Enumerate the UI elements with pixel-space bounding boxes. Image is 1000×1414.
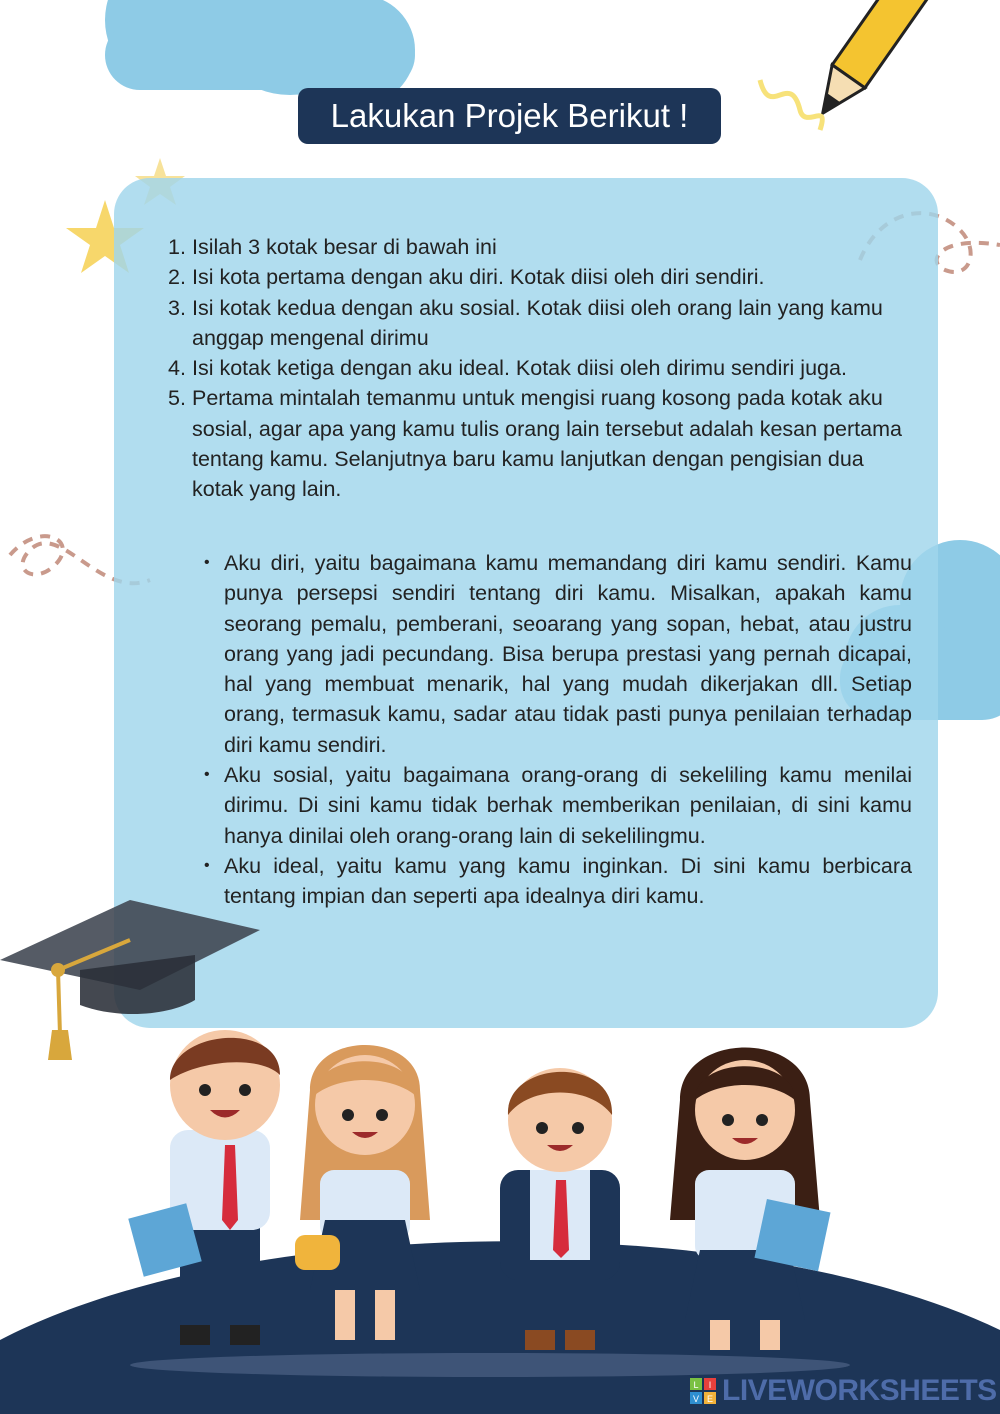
bullet-dot: • xyxy=(204,766,210,784)
list-item xyxy=(168,262,920,292)
badge-letter: L xyxy=(693,1380,699,1390)
student-boy-middle-right xyxy=(500,1068,620,1350)
list-item xyxy=(200,851,912,912)
bullet-text: Aku sosial, yaitu bagaimana orang-orang di sekeliling kamu menilai dirimu. Di sini kamu tidak berhak memberikan penilaian, di sini kamu hanya dinilai oleh orang-orang lain di sekelilingmu. xyxy=(224,763,912,848)
bullet-dot: • xyxy=(204,856,210,874)
list-item xyxy=(168,353,920,383)
bullet-dot: • xyxy=(204,554,210,571)
badge-letter: V xyxy=(692,1394,700,1404)
step-text: Pertama mintalah temanmu untuk mengisi ruang kosong pada kotak aku sosial, agar apa yang kamu tulis orang lain tersebut adalah kesan pertama tentang kamu. Selanjutnya baru kamu lanjutkan dengan pengisian dua kotak yang lain. xyxy=(192,386,902,502)
bullet-text: Aku diri, yaitu bagaimana kamu memandang diri kamu sendiri. Kamu punya persepsi sendiri tentang diri kamu. Misalkan, apakah kamu seorang pemalu, pemberani, seoarang yang sopan, hebat, atau justru orang yang jadi pecundang. Bisa berupa prestasi yang pernah dicapai, hal yang membuat menarik, hal yang mudah dikerjakan dll. Setiap orang, termasuk kamu, sadar atau tidak pasti punya penilaian terhadap diri kamu sendiri. xyxy=(224,551,912,757)
student-girl-middle-left xyxy=(295,1045,430,1340)
students-illustration xyxy=(120,1020,860,1370)
liveworksheets-logo xyxy=(690,1376,997,1406)
pencil-scribble xyxy=(760,80,822,130)
list-item xyxy=(168,383,920,504)
step-text: Isi kota pertama dengan aku diri. Kotak diisi oleh diri sendiri. xyxy=(192,265,765,290)
student-boy-left xyxy=(128,1030,280,1345)
student-girl-right xyxy=(670,1048,831,1351)
liveworksheets-wordmark: LIVEWORKSHEETS xyxy=(722,1374,997,1407)
step-number: 3. xyxy=(168,295,186,320)
self-concept-bullets xyxy=(200,548,912,912)
step-number: 1. xyxy=(168,235,186,259)
step-text: Isilah 3 kotak besar di bawah ini xyxy=(192,235,497,259)
list-item xyxy=(168,293,920,354)
step-text: Isi kotak kedua dengan aku sosial. Kotak diisi oleh orang lain yang kamu anggap mengenal dirimu xyxy=(192,295,883,350)
list-item xyxy=(200,548,912,760)
pencil-illustration xyxy=(806,0,933,125)
list-item xyxy=(200,760,912,851)
bullet-text: Aku ideal, yaitu kamu yang kamu inginkan. Di sini kamu berbicara tentang impian dan seperti apa idealnya diri kamu. xyxy=(224,853,912,909)
page-title: Lakukan Projek Berikut ! xyxy=(298,88,721,144)
list-item xyxy=(168,232,920,262)
badge-letter: E xyxy=(706,1394,714,1404)
step-number: 4. xyxy=(168,356,186,381)
step-number: 2. xyxy=(168,265,186,290)
badge-letter: I xyxy=(708,1380,712,1390)
liveworksheets-badge-icon xyxy=(690,1378,716,1404)
step-number: 5. xyxy=(168,386,186,411)
project-steps xyxy=(168,232,920,505)
step-text: Isi kotak ketiga dengan aku ideal. Kotak diisi oleh dirimu sendiri juga. xyxy=(192,356,847,381)
